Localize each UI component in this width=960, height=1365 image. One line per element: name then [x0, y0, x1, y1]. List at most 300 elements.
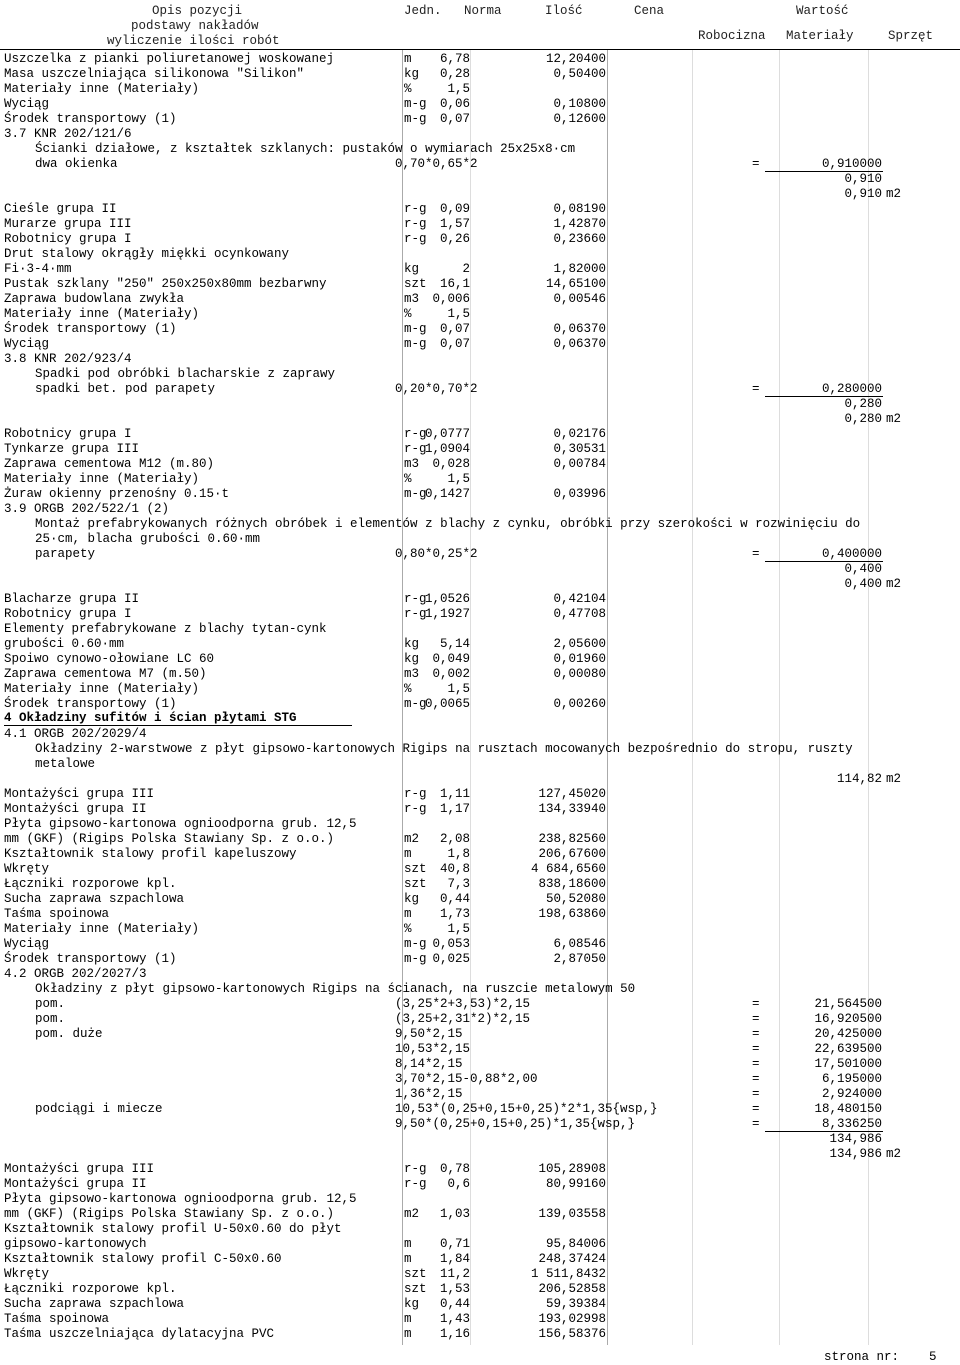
- resource-quantity: 80,99160: [545, 1177, 606, 1191]
- resource-norm: 0,26: [439, 232, 470, 246]
- resource-description: Wkręty: [4, 862, 50, 876]
- calc-label: podciągi i miecze: [35, 1102, 163, 1116]
- resource-norm: 1,43: [439, 1312, 470, 1326]
- position-description: Okładziny 2-warstwowe z płyt gipsowo-kartonowych Rigips na rusztach mocowanych bezpośrednio do stropu, ruszty: [35, 742, 853, 756]
- resource-description: Materiały inne (Materiały): [4, 82, 200, 96]
- header-jedn: Jedn.: [404, 4, 442, 18]
- resource-norm: 0,049: [432, 652, 470, 666]
- calc-formula: 1,36*2,15: [395, 1087, 463, 1101]
- resource-unit: m3: [404, 292, 420, 306]
- calc-label: pom.: [35, 997, 66, 1011]
- resource-description: Żuraw okienny przenośny 0.15·t: [4, 487, 230, 501]
- resource-unit: %: [404, 307, 412, 321]
- resource-unit: r-g: [404, 232, 427, 246]
- resource-description: Fi·3-4·mm: [4, 262, 72, 276]
- resource-norm: 16,1: [439, 277, 470, 291]
- resource-quantity: 50,52080: [545, 892, 606, 906]
- calc-formula: 10,53*2,15: [395, 1042, 471, 1056]
- resource-description: Elementy prefabrykowane z blachy tytan-cynk: [4, 622, 327, 636]
- resource-quantity: 14,65100: [545, 277, 606, 291]
- resource-description: Blacharze grupa II: [4, 592, 140, 606]
- resource-norm: 0,1427: [424, 487, 470, 501]
- resource-norm: 1,16: [439, 1327, 470, 1341]
- quantity-calc-row: [0, 1102, 960, 1117]
- resource-unit: m: [404, 1312, 412, 1326]
- resource-quantity: 238,82560: [538, 832, 606, 846]
- quantity-calc-row: [0, 1117, 960, 1132]
- sum-unit: m2: [886, 187, 902, 201]
- resource-norm: 1,73: [439, 907, 470, 921]
- resource-row: [0, 817, 960, 832]
- resource-row: [0, 1192, 960, 1207]
- resource-norm: 1,5: [447, 682, 470, 696]
- resource-description: Robotnicy grupa I: [4, 607, 132, 621]
- resource-description: Łączniki rozporowe kpl.: [4, 877, 177, 891]
- resource-norm: 0,006: [432, 292, 470, 306]
- quantity-calc-row: [0, 1072, 960, 1087]
- resource-unit: szt: [404, 1267, 427, 1281]
- resource-quantity: 4 684,6560: [530, 862, 606, 876]
- resource-description: mm (GKF) (Rigips Polska Stawiany Sp. z o.o.): [4, 1207, 335, 1221]
- resource-quantity: 0,00260: [553, 697, 606, 711]
- resource-norm: 1,5: [447, 307, 470, 321]
- resource-unit: m-g: [404, 112, 427, 126]
- resource-quantity: 156,58376: [538, 1327, 606, 1341]
- calc-formula: 0,70*0,65*2: [395, 157, 478, 171]
- resource-row: [0, 487, 960, 502]
- resource-row: [0, 1282, 960, 1297]
- resource-unit: szt: [404, 862, 427, 876]
- resource-description: Środek transportowy (1): [4, 697, 177, 711]
- position-description-row: [0, 532, 960, 547]
- position-description-row: [0, 757, 960, 772]
- position-description-row: [0, 142, 960, 157]
- resource-row: [0, 652, 960, 667]
- resource-unit: %: [404, 922, 412, 936]
- calc-equals: =: [752, 1042, 760, 1056]
- resource-row: [0, 1207, 960, 1222]
- resource-quantity: 0,47708: [553, 607, 606, 621]
- quantity-sum-row: [0, 772, 960, 787]
- position-description: Montaż prefabrykowanych różnych obróbek i elementów z blachy z cynku, obróbki przy szerokości w rozwinięciu do: [35, 517, 861, 531]
- resource-quantity: 134,33940: [538, 802, 606, 816]
- resource-norm: 1,11: [439, 787, 470, 801]
- calc-result: 0,280000: [821, 382, 882, 396]
- resource-norm: 1,0526: [424, 592, 470, 606]
- resource-norm: 7,3: [447, 877, 470, 891]
- resource-unit: m: [404, 52, 412, 66]
- resource-norm: 0,0777: [424, 427, 470, 441]
- resource-description: Robotnicy grupa I: [4, 232, 132, 246]
- resource-quantity: 0,23660: [553, 232, 606, 246]
- resource-quantity: 0,50400: [553, 67, 606, 81]
- calc-result: 17,501000: [814, 1057, 882, 1071]
- header-opis-1: Opis pozycji: [152, 4, 243, 18]
- position-description: Okładziny z płyt gipsowo-kartonowych Rigips na ścianach, na ruszcie metalowym 50: [35, 982, 636, 996]
- resource-quantity: 0,42104: [553, 592, 606, 606]
- sum-value: 0,400: [844, 577, 882, 591]
- resource-quantity: 0,02176: [553, 427, 606, 441]
- resource-quantity: 2,87050: [553, 952, 606, 966]
- calc-result: 0,400000: [821, 547, 882, 561]
- resource-norm: 1,03: [439, 1207, 470, 1221]
- quantity-sum-row: [0, 397, 960, 412]
- resource-row: [0, 322, 960, 337]
- resource-quantity: 0,08190: [553, 202, 606, 216]
- resource-unit: m-g: [404, 97, 427, 111]
- resource-norm: 2: [462, 262, 470, 276]
- resource-norm: 0,78: [439, 1162, 470, 1176]
- position-code: 4.1 ORGB 202/2029/4: [4, 727, 147, 741]
- resource-description: Robotnicy grupa I: [4, 427, 132, 441]
- resource-row: [0, 802, 960, 817]
- resource-unit: r-g: [404, 802, 427, 816]
- calc-label: parapety: [35, 547, 96, 561]
- resource-row: [0, 832, 960, 847]
- header-ilosc: Ilość: [545, 4, 583, 18]
- resource-description: grubości 0.60·mm: [4, 637, 125, 651]
- resource-row: [0, 682, 960, 697]
- resource-row: [0, 1162, 960, 1177]
- resource-row: [0, 427, 960, 442]
- resource-unit: %: [404, 682, 412, 696]
- sum-value: 0,280: [844, 412, 882, 426]
- header-robocizna: Robocizna: [698, 29, 766, 43]
- calc-equals: =: [752, 1087, 760, 1101]
- resource-row: [0, 1237, 960, 1252]
- resource-row: [0, 1222, 960, 1237]
- resource-description: Środek transportowy (1): [4, 112, 177, 126]
- resource-row: [0, 637, 960, 652]
- resource-unit: m-g: [404, 487, 427, 501]
- resource-quantity: 6,08546: [553, 937, 606, 951]
- resource-row: [0, 1252, 960, 1267]
- resource-description: Płyta gipsowo-kartonowa ognioodporna grub. 12,5: [4, 817, 357, 831]
- resource-norm: 0,053: [432, 937, 470, 951]
- resource-norm: 1,17: [439, 802, 470, 816]
- resource-quantity: 0,06370: [553, 322, 606, 336]
- resource-unit: m3: [404, 457, 420, 471]
- resource-row: [0, 202, 960, 217]
- resource-unit: m-g: [404, 952, 427, 966]
- resource-unit: m-g: [404, 322, 427, 336]
- calc-equals: =: [752, 1117, 760, 1131]
- calc-result: 6,195000: [821, 1072, 882, 1086]
- resource-quantity: 1,82000: [553, 262, 606, 276]
- calc-result: 8,336250: [821, 1117, 882, 1131]
- position-description-row: [0, 982, 960, 997]
- position-header-row: [0, 502, 960, 517]
- resource-row: [0, 937, 960, 952]
- resource-row: [0, 787, 960, 802]
- sum-unit: m2: [886, 412, 902, 426]
- resource-norm: 1,53: [439, 1282, 470, 1296]
- calc-formula: (3,25+2,31*2)*2,15: [395, 1012, 531, 1026]
- resource-row: [0, 442, 960, 457]
- resource-description: Łączniki rozporowe kpl.: [4, 1282, 177, 1296]
- resource-description: Pustak szklany "250" 250x250x80mm bezbarwny: [4, 277, 327, 291]
- sum-unit: m2: [886, 577, 902, 591]
- resource-description: Taśma spoinowa: [4, 907, 110, 921]
- resource-norm: 11,2: [439, 1267, 470, 1281]
- resource-quantity: 198,63860: [538, 907, 606, 921]
- resource-quantity: 248,37424: [538, 1252, 606, 1266]
- calc-result: 20,425000: [814, 1027, 882, 1041]
- resource-unit: %: [404, 472, 412, 486]
- position-description-row: [0, 742, 960, 757]
- header-norma: Norma: [464, 4, 502, 18]
- resource-description: Zaprawa budowlana zwykła: [4, 292, 185, 306]
- resource-unit: kg: [404, 892, 420, 906]
- position-header-row: [0, 352, 960, 367]
- resource-description: Tynkarze grupa III: [4, 442, 140, 456]
- resource-description: Montażyści grupa II: [4, 802, 147, 816]
- resource-description: Cieśle grupa II: [4, 202, 117, 216]
- resource-unit: m: [404, 907, 412, 921]
- header-cena: Cena: [634, 4, 665, 18]
- resource-norm: 0,07: [439, 337, 470, 351]
- calc-formula: 8,14*2,15: [395, 1057, 463, 1071]
- calc-result: 22,639500: [814, 1042, 882, 1056]
- calc-formula: 9,50*2,15: [395, 1027, 463, 1041]
- resource-quantity: 2,05600: [553, 637, 606, 651]
- position-header-row: [0, 127, 960, 142]
- calc-equals: =: [752, 1012, 760, 1026]
- resource-description: Materiały inne (Materiały): [4, 922, 200, 936]
- resource-norm: 5,14: [439, 637, 470, 651]
- resource-description: Uszczelka z pianki poliuretanowej woskowanej: [4, 52, 335, 66]
- quantity-sum-row: [0, 172, 960, 187]
- header-opis-2: podstawy nakładów: [131, 19, 259, 33]
- calc-equals: =: [752, 1102, 760, 1116]
- resource-description: Wyciąg: [4, 337, 50, 351]
- resource-row: [0, 697, 960, 712]
- resource-norm: 1,84: [439, 1252, 470, 1266]
- resource-description: Taśma uszczelniająca dylatacyjna PVC: [4, 1327, 275, 1341]
- resource-row: [0, 112, 960, 127]
- calc-equals: =: [752, 1057, 760, 1071]
- calc-equals: =: [752, 1072, 760, 1086]
- quantity-calc-row: [0, 1087, 960, 1102]
- resource-row: [0, 922, 960, 937]
- resource-description: Materiały inne (Materiały): [4, 307, 200, 321]
- sum-value: 0,400: [844, 562, 882, 576]
- resource-description: Taśma spoinowa: [4, 1312, 110, 1326]
- resource-row: [0, 307, 960, 322]
- resource-norm: 0,002: [432, 667, 470, 681]
- resource-description: Środek transportowy (1): [4, 322, 177, 336]
- sum-value: 114,82: [836, 772, 882, 786]
- resource-row: [0, 262, 960, 277]
- section-title: 4 Okładziny sufitów i ścian płytami STG: [4, 712, 352, 726]
- position-header-row: [0, 967, 960, 982]
- resource-quantity: 59,39384: [545, 1297, 606, 1311]
- resource-norm: 0,71: [439, 1237, 470, 1251]
- calc-equals: =: [752, 382, 760, 396]
- resource-norm: 0,07: [439, 112, 470, 126]
- resource-quantity: 838,18600: [538, 877, 606, 891]
- resource-unit: r-g: [404, 592, 427, 606]
- position-header-row: [0, 727, 960, 742]
- resource-quantity: 0,10800: [553, 97, 606, 111]
- resource-row: [0, 67, 960, 82]
- resource-description: Kształtownik stalowy profil C-50x0.60: [4, 1252, 282, 1266]
- resource-row: [0, 277, 960, 292]
- resource-quantity: 127,45020: [538, 787, 606, 801]
- resource-description: Kształtownik stalowy profil U-50x0.60 do płyt: [4, 1222, 342, 1236]
- calc-equals: =: [752, 1027, 760, 1041]
- page-number: 5: [929, 1350, 937, 1364]
- section-header-row: [0, 712, 960, 727]
- quantity-calc-row: [0, 547, 960, 562]
- resource-row: [0, 1327, 960, 1342]
- position-description: Ścianki działowe, z kształtek szklanych: pustaków o wymiarach 25x25x8·cm: [35, 142, 576, 156]
- resource-norm: 0,44: [439, 892, 470, 906]
- resource-row: [0, 907, 960, 922]
- resource-quantity: 0,01960: [553, 652, 606, 666]
- resource-unit: r-g: [404, 217, 427, 231]
- resource-row: [0, 232, 960, 247]
- position-description: 25·cm, blacha grubości 0.60·mm: [35, 532, 261, 546]
- position-description-row: [0, 517, 960, 532]
- quantity-sum-row: [0, 562, 960, 577]
- resource-quantity: 0,00080: [553, 667, 606, 681]
- calc-result: 18,480150: [814, 1102, 882, 1116]
- resource-row: [0, 247, 960, 262]
- header-wartosc: Wartość: [796, 4, 849, 18]
- resource-row: [0, 1312, 960, 1327]
- quantity-calc-row: [0, 1057, 960, 1072]
- calc-result: 0,910000: [821, 157, 882, 171]
- calc-label: pom. duże: [35, 1027, 103, 1041]
- page-footer: [824, 1350, 937, 1364]
- resource-description: Sucha zaprawa szpachlowa: [4, 1297, 185, 1311]
- resource-unit: m: [404, 1237, 412, 1251]
- resource-norm: 0,44: [439, 1297, 470, 1311]
- calc-result: 16,920500: [814, 1012, 882, 1026]
- page-number-label: strona nr:: [824, 1350, 900, 1364]
- resource-description: Montażyści grupa III: [4, 787, 155, 801]
- calc-result: 21,564500: [814, 997, 882, 1011]
- resource-norm: 0,025: [432, 952, 470, 966]
- resource-quantity: 0,00546: [553, 292, 606, 306]
- resource-unit: szt: [404, 277, 427, 291]
- quantity-calc-row: [0, 1012, 960, 1027]
- calc-formula: 9,50*(0,25+0,15+0,25)*1,35{wsp,}: [395, 1117, 636, 1131]
- calc-formula: 0,80*0,25*2: [395, 547, 478, 561]
- resource-unit: r-g: [404, 787, 427, 801]
- calc-equals: =: [752, 157, 760, 171]
- resource-unit: m-g: [404, 937, 427, 951]
- resource-row: [0, 862, 960, 877]
- resource-description: Sucha zaprawa szpachlowa: [4, 892, 185, 906]
- resource-row: [0, 1267, 960, 1282]
- resource-row: [0, 82, 960, 97]
- resource-row: [0, 952, 960, 967]
- position-code: 3.7 KNR 202/121/6: [4, 127, 132, 141]
- resource-row: [0, 457, 960, 472]
- sum-value: 0,910: [844, 187, 882, 201]
- resource-description: Drut stalowy okrągły miękki ocynkowany: [4, 247, 290, 261]
- sum-unit: m2: [886, 772, 902, 786]
- resource-norm: 40,8: [439, 862, 470, 876]
- resource-row: [0, 592, 960, 607]
- resource-norm: 1,57: [439, 217, 470, 231]
- resource-description: Zaprawa cementowa M7 (m.50): [4, 667, 207, 681]
- quantity-calc-row: [0, 1027, 960, 1042]
- resource-quantity: 12,20400: [545, 52, 606, 66]
- resource-row: [0, 607, 960, 622]
- header-rule: [0, 49, 960, 50]
- resource-norm: 0,06: [439, 97, 470, 111]
- resource-row: [0, 1297, 960, 1312]
- resource-unit: r-g: [404, 202, 427, 216]
- resource-description: gipsowo-kartonowych: [4, 1237, 147, 1251]
- position-code: 3.8 KNR 202/923/4: [4, 352, 132, 366]
- resource-description: Płyta gipsowo-kartonowa ognioodporna grub. 12,5: [4, 1192, 357, 1206]
- resource-quantity: 206,52858: [538, 1282, 606, 1296]
- sum-value: 0,910: [844, 172, 882, 186]
- resource-unit: m: [404, 1252, 412, 1266]
- resource-quantity: 139,03558: [538, 1207, 606, 1221]
- resource-norm: 0,0065: [424, 697, 470, 711]
- header-opis-3: wyliczenie ilości robót: [107, 34, 280, 48]
- resource-norm: 0,28: [439, 67, 470, 81]
- calc-formula: (3,25*2+3,53)*2,15: [395, 997, 531, 1011]
- resource-norm: 2,08: [439, 832, 470, 846]
- resource-quantity: 1,42870: [553, 217, 606, 231]
- resource-description: Wkręty: [4, 1267, 50, 1281]
- resource-unit: r-g: [404, 442, 427, 456]
- resource-unit: m: [404, 1327, 412, 1341]
- header-sprzet: Sprzęt: [888, 29, 934, 43]
- resource-description: Kształtownik stalowy profil kapeluszowy: [4, 847, 297, 861]
- calc-equals: =: [752, 547, 760, 561]
- position-description-row: [0, 367, 960, 382]
- resource-unit: r-g: [404, 1177, 427, 1191]
- resource-unit: kg: [404, 262, 420, 276]
- resource-unit: r-g: [404, 427, 427, 441]
- resource-row: [0, 52, 960, 67]
- resource-quantity: 193,02998: [538, 1312, 606, 1326]
- calc-equals: =: [752, 997, 760, 1011]
- calc-formula: 10,53*(0,25+0,15+0,25)*2*1,35{wsp,}: [395, 1102, 658, 1116]
- position-description: Spadki pod obróbki blacharskie z zaprawy: [35, 367, 336, 381]
- quantity-sum-row: [0, 187, 960, 202]
- resource-row: [0, 337, 960, 352]
- quantity-calc-row: [0, 1042, 960, 1057]
- resource-row: [0, 1177, 960, 1192]
- resource-description: Wyciąg: [4, 937, 50, 951]
- resource-unit: szt: [404, 877, 427, 891]
- resource-unit: kg: [404, 652, 420, 666]
- resource-row: [0, 472, 960, 487]
- resource-norm: 6,78: [439, 52, 470, 66]
- resource-norm: 1,0904: [424, 442, 470, 456]
- resource-unit: kg: [404, 1297, 420, 1311]
- resource-quantity: 206,67600: [538, 847, 606, 861]
- resource-row: [0, 622, 960, 637]
- quantity-sum-row: [0, 1147, 960, 1162]
- resource-norm: 0,6: [447, 1177, 470, 1191]
- quantity-calc-row: [0, 157, 960, 172]
- resource-unit: r-g: [404, 607, 427, 621]
- resource-row: [0, 847, 960, 862]
- resource-unit: r-g: [404, 1162, 427, 1176]
- resource-quantity: 0,12600: [553, 112, 606, 126]
- resource-description: Materiały inne (Materiały): [4, 472, 200, 486]
- resource-unit: m2: [404, 1207, 420, 1221]
